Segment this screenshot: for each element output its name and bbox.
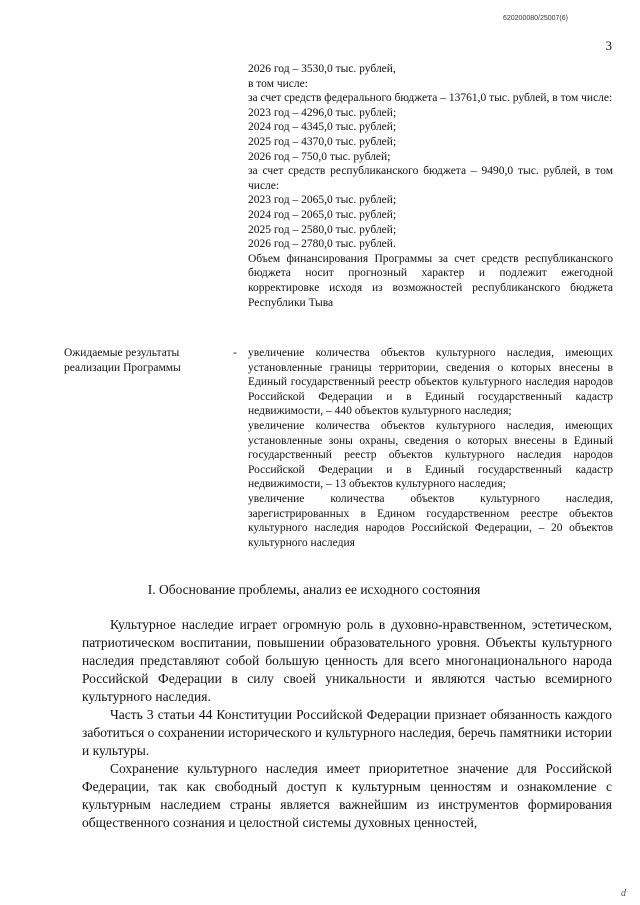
republic-year-line: 2025 год – 2580,0 тыс. рублей; (248, 223, 397, 236)
page-number: 3 (605, 38, 612, 53)
corner-mark: d (621, 888, 626, 899)
result-item: увеличение количества объектов культурного наследия, имеющих установленные границы территории, сведения о которых внесены в Единый государственный реестр объектов культурного наследия народов Российской Федерации и в Единый государственный кадастр недвижимости, – 440 объектов культурного наследия; (248, 347, 613, 418)
table-dash: - (233, 347, 237, 359)
republic-year-line: 2024 год – 2065,0 тыс. рублей; (248, 208, 397, 221)
financing-line: в том числе: (248, 77, 308, 90)
expected-results-label: Ожидаемые результаты реализации Программы (64, 347, 181, 374)
federal-year-line: 2026 год – 750,0 тыс. рублей; (248, 150, 391, 163)
financing-note: Объем финансирования Программы за счет средств республиканского бюджета носит прогнозный характер и подлежит ежегодной корректировке исходя из возможностей республиканского бюджета Республики Тыва (248, 252, 613, 309)
result-item: увеличение количества объектов культурного наследия, имеющих установленные зоны охраны, сведения о которых внесены в Единый государственный реестр объектов культурного наследия народов Российской Федерации и в Единый государственный кадастр недвижимости, – 13 объектов культурного наследия; (248, 419, 613, 491)
paragraph: Часть 3 статьи 44 Конституции Российской Федерации признает обязанность каждого заботиться о сохранении исторического и культурного наследия, беречь памятники истории и культуры. (82, 707, 612, 758)
body-text (82, 616, 612, 832)
paragraph: Культурное наследие играет огромную роль в духовно-нравственном, эстетическом, патриотическом воспитании, повышении образовательного уровня. Объекты культурного наследия представляют собой большую ценность для всего многонационального народа Российской Федерации в силу своей уникальности и являются частью всемирного культурного наследия. (82, 617, 612, 704)
section-heading: I. Обоснование проблемы, анализ ее исходного состояния (147, 582, 481, 597)
federal-year-line: 2024 год – 4345,0 тыс. рублей; (248, 121, 397, 134)
paragraph: Сохранение культурного наследия имеет приоритетное значение для Российской Федерации, так как свободный доступ к культурным ценностям и ознакомление с культурным наследием страны является важнейшим из инструментов формирования общественного сознания и целостной системы духовных ценностей, (82, 761, 612, 830)
federal-budget-heading: за счет средств федерального бюджета – 13761,0 тыс. рублей, в том числе: (248, 92, 613, 105)
republic-year-line: 2026 год – 2780,0 тыс. рублей. (248, 238, 396, 251)
federal-year-line: 2025 год – 4370,0 тыс. рублей; (248, 135, 397, 148)
result-item: увеличение количества объектов культурного наследия, зарегистрированных в Едином государственном реестре объектов культурного наследия народов Российской Федерации, – 20 объектов культурного наследия (248, 492, 613, 549)
document-id: 620200080/25007(6) (502, 15, 568, 22)
federal-year-line: 2023 год – 4296,0 тыс. рублей; (248, 106, 397, 119)
financing-line: 2026 год – 3530,0 тыс. рублей, (248, 63, 396, 75)
expected-results-block (248, 346, 613, 550)
republic-year-line: 2023 год – 2065,0 тыс. рублей; (248, 194, 397, 207)
financing-block (248, 62, 613, 310)
republic-budget-heading: за счет средств республиканского бюджета – 9490,0 тыс. рублей, в том числе: (248, 165, 613, 192)
